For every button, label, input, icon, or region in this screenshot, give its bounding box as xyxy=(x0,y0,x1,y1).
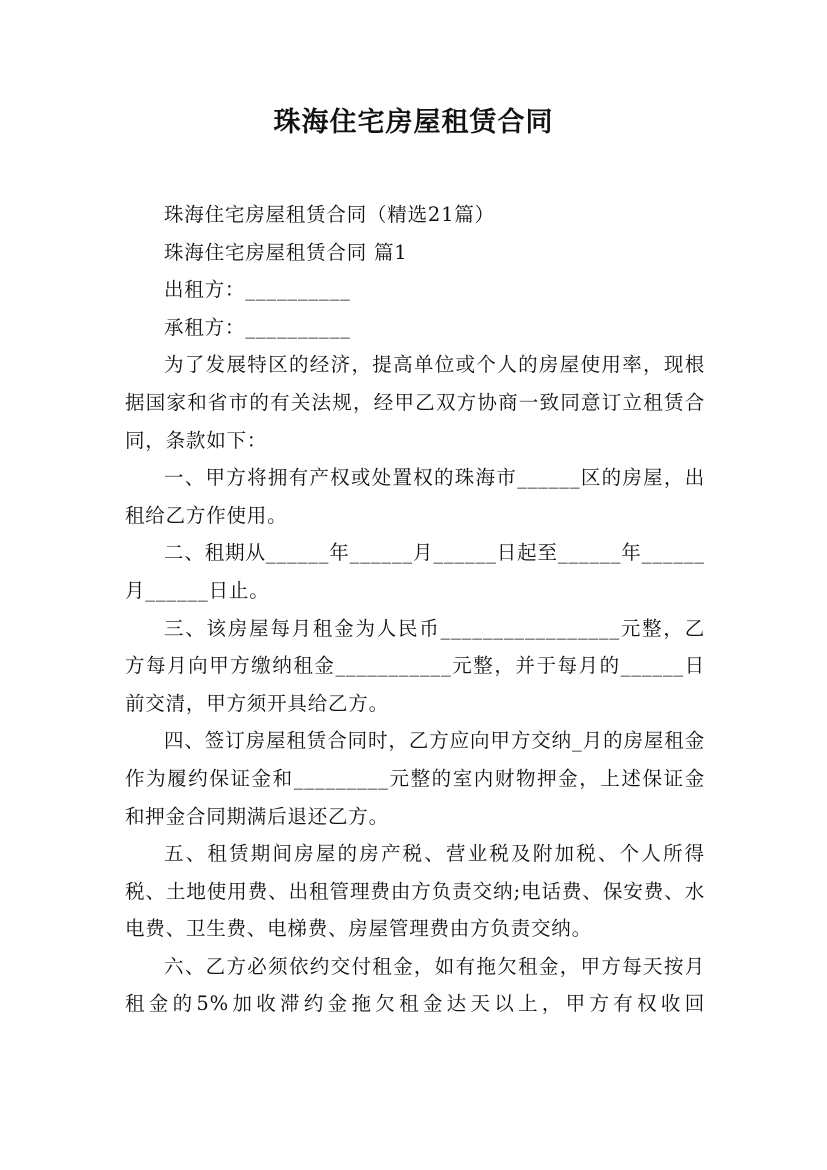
preamble-paragraph: 为了发展特区的经济，提高单位或个人的房屋使用率，现根据国家和省市的有关法规，经甲乙双方协商一致同意订立租赁合同，条款如下： xyxy=(125,353,705,452)
lessor-field: 出租方：__________ xyxy=(164,278,351,302)
clause-3: 三、该房屋每月租金为人民币_________________元整，乙方每月向甲方缴纳租金___________元整，并于每月的______日前交清，甲方须开具给乙方。 xyxy=(125,616,705,715)
clause-2: 二、租期从______年______月______日起至______年______月______日止。 xyxy=(125,541,705,602)
subtitle-paragraph: 珠海住宅房屋租赁合同（精选21篇） xyxy=(164,203,495,226)
document-title: 珠海住宅房屋租赁合同 xyxy=(273,107,554,138)
clause-4: 四、签订房屋租赁合同时，乙方应向甲方交纳_月的房屋租金作为履约保证金和_________元整的室内财物押金，上述保证金和押金合同期满后退还乙方。 xyxy=(125,729,705,828)
document-body xyxy=(125,196,705,1023)
clause-6: 六、乙方必须依约交付租金，如有拖欠租金，甲方每天按月租金的5%加收滞约金拖欠租金达天以上，甲方有权收回 xyxy=(125,954,705,1016)
lessee-field: 承租方：__________ xyxy=(164,315,351,339)
clause-1: 一、甲方将拥有产权或处置权的珠海市______区的房屋，出租给乙方作使用。 xyxy=(125,466,705,527)
clause-5: 五、租赁期间房屋的房产税、营业税及附加税、个人所得税、土地使用费、出租管理费由方负责交纳;电话费、保安费、水电费、卫生费、电梯费、房屋管理费由方负责交纳。 xyxy=(125,842,705,941)
section-heading: 珠海住宅房屋租赁合同 篇1 xyxy=(164,240,408,264)
